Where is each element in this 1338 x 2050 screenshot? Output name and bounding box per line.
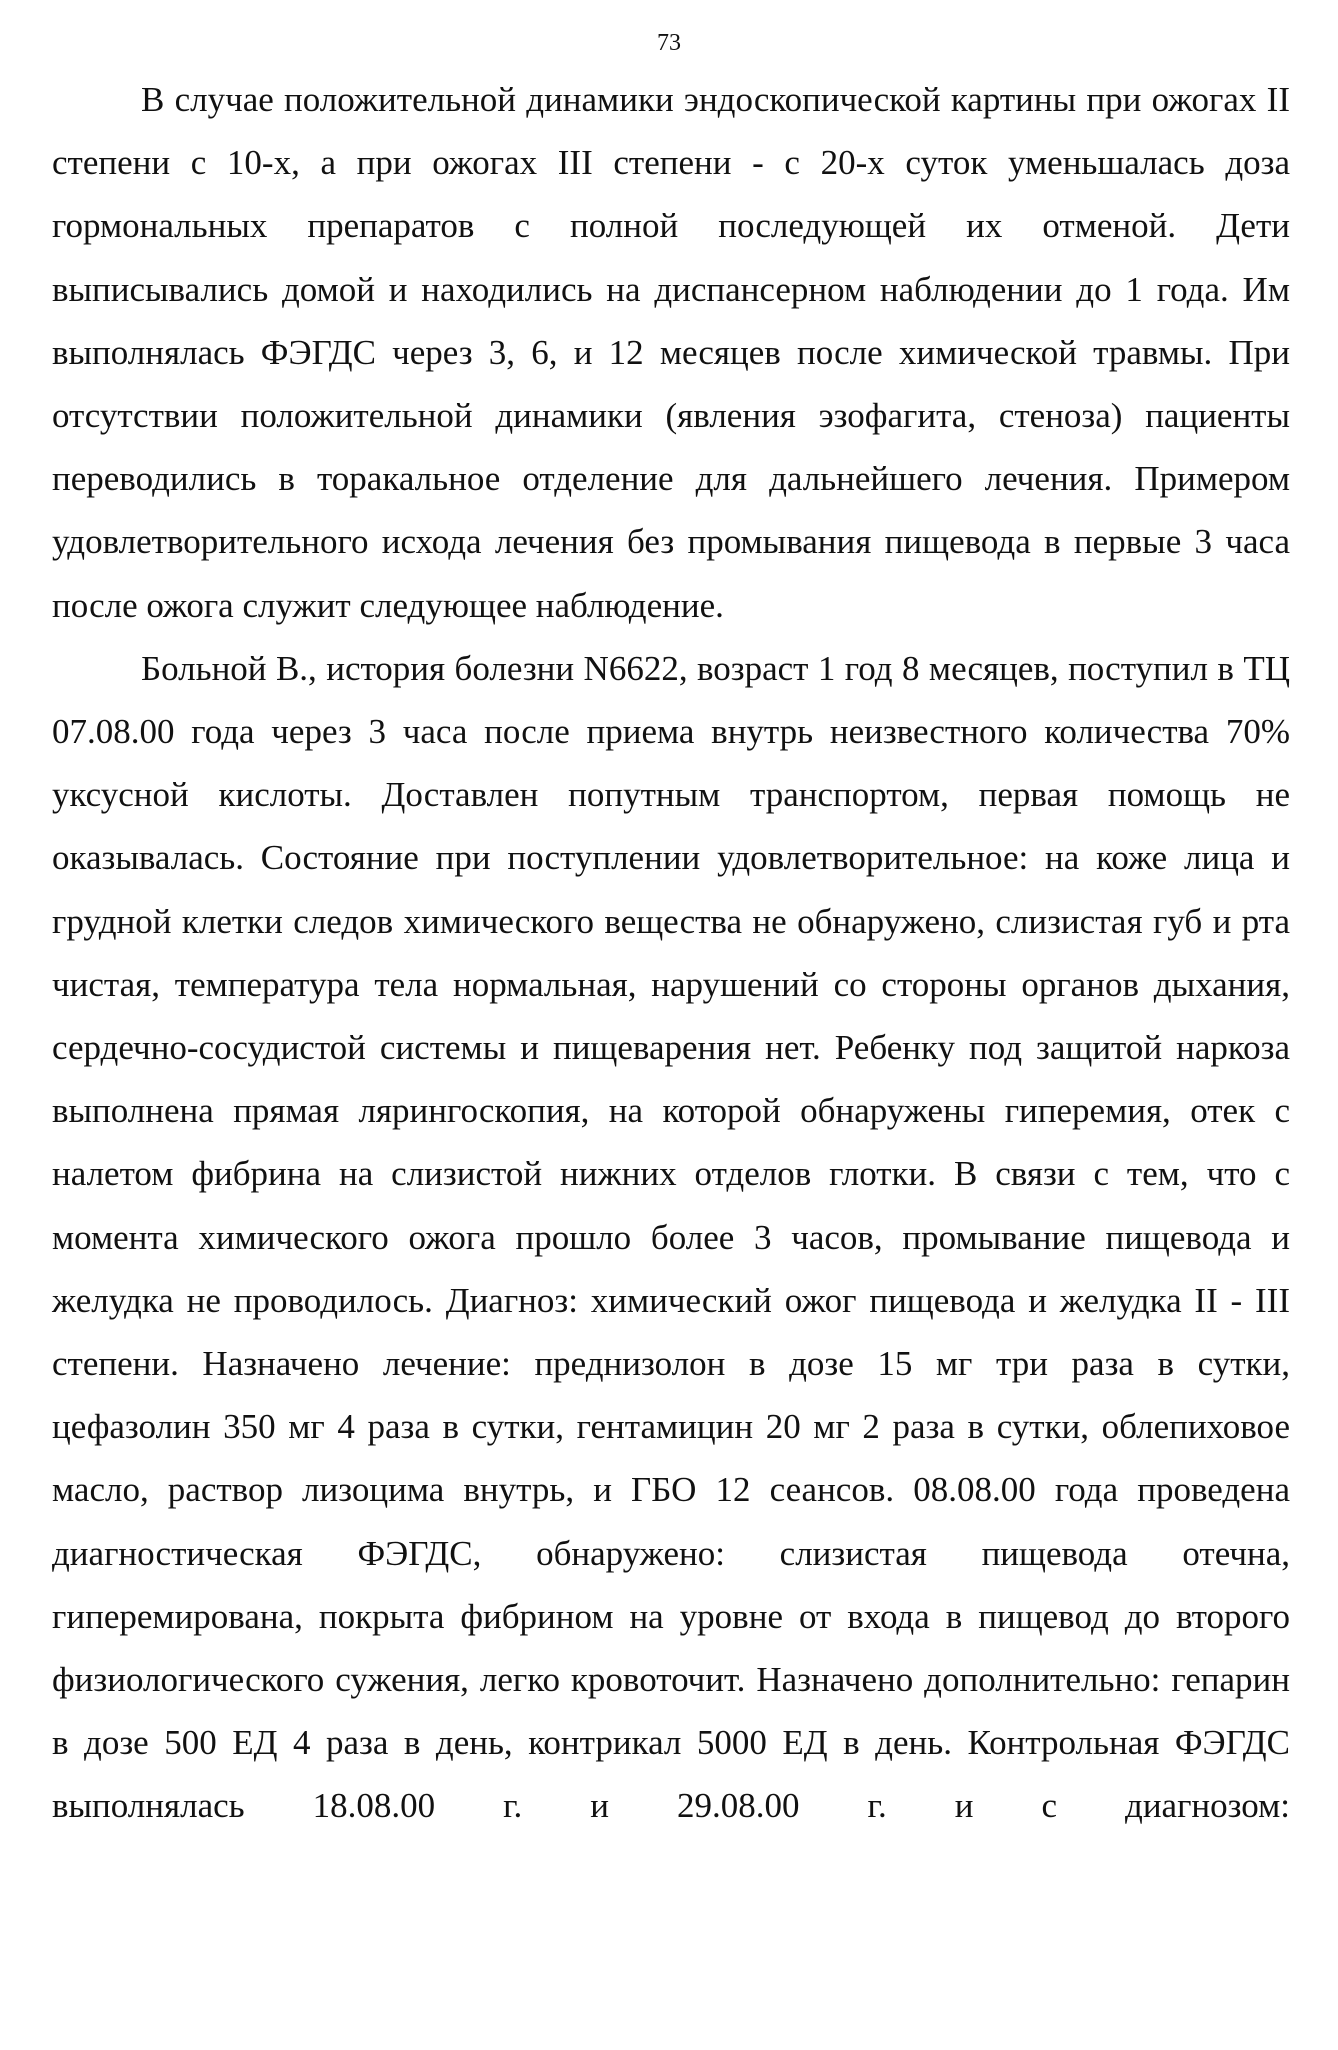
paragraph: Больной В., история болезни N6622, возраст 1 год 8 месяцев, поступил в ТЦ 07.08.00 года через 3 часа после приема внутрь неизвестного количества 70% уксусной кислоты. Доставлен попутным транспортом, первая помощь не оказывалась. Состояние при поступлении удовлетворительное: на коже лица и грудной клетки следов химического вещества не обнаружено, слизистая губ и рта чистая, температура тела нормальная, нарушений со стороны органов дыхания, сердечно-сосудистой системы и пищеварения нет. Ребенку под защитой наркоза выполнена прямая лярингоскопия, на которой обнаружены гиперемия, отек с налетом фибрина на слизистой нижних отделов глотки. В связи с тем, что с момента химического ожога прошло более 3 часов, промывание пищевода и желудка не проводилось. Диагноз: химический ожог пищевода и желудка II - III степени. Назначено лечение: преднизолон в дозе 15 мг три раза в сутки, цефазолин 350 мг 4 раза в сутки, гентамицин 20 мг 2 раза в сутки, облепиховое масло, раствор лизоцима внутрь, и ГБО 12 сеансов. 08.08.00 года проведена диагностическая ФЭГДС, обнаружено: слизистая пищевода отечна, гиперемирована, покрыта фибрином на уровне от входа в пищевод до второго физиологического сужения, легко кровоточит. Назначено дополнительно: гепарин в дозе 500 ЕД 4 раза в день, контрикал 5000 ЕД в день. Контрольная ФЭГДС выполнялась 18.08.00 г. и 29.08.00 г. и с диагнозом: — [52, 648, 1290, 1826]
page-number: 73 — [657, 30, 681, 56]
paragraph: В случае положительной динамики эндоскопической картины при ожогах II степени с 10-х, а при ожогах III степени - с 20-х суток уменьшалась доза гормональных препаратов с полной последующей их отменой. Дети выписывались домой и находились на диспансерном наблюдении до 1 года. Им выполнялась ФЭГДС через 3, 6, и 12 месяцев после химической травмы. При отсутствии положительной динамики (явления эзофагита, стеноза) пациенты переводились в торакальное отделение для дальнейшего лечения. Примером удовлетворительного исхода лечения без промывания пищевода в первые 3 часа после ожога служит следующее наблюдение. — [52, 80, 1290, 625]
document-body — [52, 68, 1290, 1838]
